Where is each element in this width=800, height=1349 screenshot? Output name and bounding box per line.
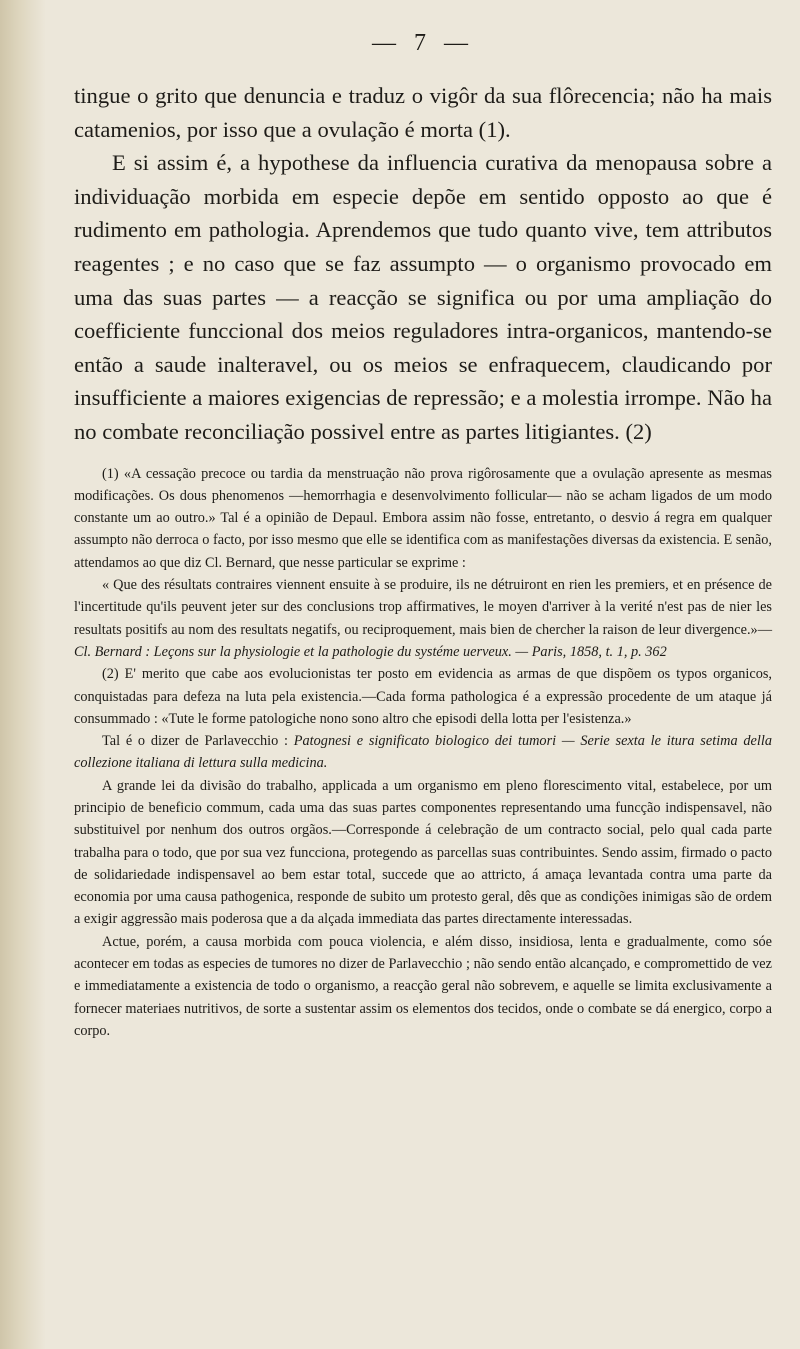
footnote-1-quote bbox=[74, 574, 772, 663]
footnote-2-intro: (2) E' merito que cabe aos evolucionistas ter posto em evidencia as armas de que dispõem os typos organicos, conquistadas para defeza na luta pela existencia.—Cada forma pathologica é a expressão procedente de um ataque já consummado : «Tute le forme patologiche nono sono altro che episodi della lotta per l'esistenza.» bbox=[74, 666, 772, 727]
footnote-2-paragraph-2: A grande lei da divisão do trabalho, applicada a um organismo em pleno florescimento vital, estabelece, por um principio de beneficio commum, cada uma das suas partes componentes representando uma funcção indispensavel, não substituivel por nenhum dos outros orgãos.—Corresponde á celebração de um contracto social, pelo qual cada parte trabalha para o todo, que por sua vez funcciona, protegendo as parcellas suas contribuintes. Sendo assim, firmado o pacto de solidariedade indispensavel ao bem estar total, succede que ao attricto, á amaça levantada contra uma parte da economia por uma causa pathogenica, responde de subito um protesto geral, dês que as condições inimigas são de ordem a exigir aggressão mais poderosa que a da alçada immediata das partes directamente interessadas. bbox=[74, 777, 772, 928]
footnotes bbox=[74, 463, 772, 1043]
footnote-1-quote-text: « Que des résultats contraires viennent ensuite à se produire, ils ne détruiront en rien les premiers, et en présence de l'incertitude qu'ils peuvent jeter sur des conclusions trop affirmatives, le moyen d'arriver à la verité n'est pas de nier les resultats positifs au nom des resultats negatifs, ou reciproquement, mais bien de chercher la raison de leur divergence.»— bbox=[74, 577, 772, 638]
body-text bbox=[74, 79, 772, 449]
footnote-1-citation: Cl. Bernard : Leçons sur la physiologie et la pathologie du systéme uerveux. — Paris, 1858, t. 1, p. 362 bbox=[74, 643, 667, 660]
page-number: — 7 — bbox=[372, 30, 474, 56]
page bbox=[74, 30, 772, 1042]
footnote-1-text: (1) «A cessação precoce ou tardia da menstruação não prova rigôrosamente que a ovulação apresente as mesmas modificações. Os dous phenomenos —hemorrhagia e desenvolvimento follicular— não se acham ligados de um modo constante um ao outro.» Tal é a opinião de Depaul. Embora assim não fosse, entretanto, o desvio á regra em qualquer assumpto não derroca o facto, por isso mesmo que elle se identifica com as manifestações diversas da existencia. E senão, attendamos ao que diz Cl. Bernard, que nesse particular se exprime : bbox=[74, 465, 772, 571]
footnote-2-citation: Patognesi e significato biologico dei tumori — Serie sexta le itura setima della collezione italiana di lettura sulla medicina. bbox=[74, 733, 772, 772]
footnote-2-author-prefix: Tal é o dizer de Parlavecchio : bbox=[102, 733, 289, 750]
footnote-2-paragraph-3: Actue, porém, a causa morbida com pouca violencia, e além disso, insidiosa, lenta e gradualmente, como sóe acontecer em todas as especies de tumores no dizer de Parlavecchio ; não sendo então alcançado, e compromettido de vez e immediatamente a existencia de todo o organismo, a reacção geral não sobrevem, e aquelle se limita exclusivamente a fornecer materiaes nutritivos, de sorte a sustentar assim os elementos dos tecidos, onde o combate se dá energico, corpo a corpo. bbox=[74, 933, 772, 1039]
body-paragraph-1: tingue o grito que denuncia e traduz o vigôr da sua flôrecencia; não ha mais catamenios, por isso que a ovulação é morta (1). bbox=[74, 83, 772, 142]
footnote-2-author bbox=[74, 730, 772, 775]
body-paragraph-2: E si assim é, a hypothese da influencia curativa da menopausa sobre a individuação morbida em especie depõe em sentido opposto ao que é rudimento em pathologia. Aprendemos que tudo quanto vive, tem attributos reagentes ; e no caso que se faz assumpto — o organismo provocado em uma das suas partes — a reacção se significa ou por uma ampliação do coefficiente funccional dos meios reguladores intra-organicos, mantendo-se então a saude inalteravel, ou os meios se enfraquecem, claudicando por insufficiente a maiores exigencias de repressão; e a molestia irrompe. Não ha no combate reconciliação possivel entre as partes litigiantes. (2) bbox=[74, 150, 772, 444]
page-edge-shadow bbox=[0, 0, 46, 1349]
